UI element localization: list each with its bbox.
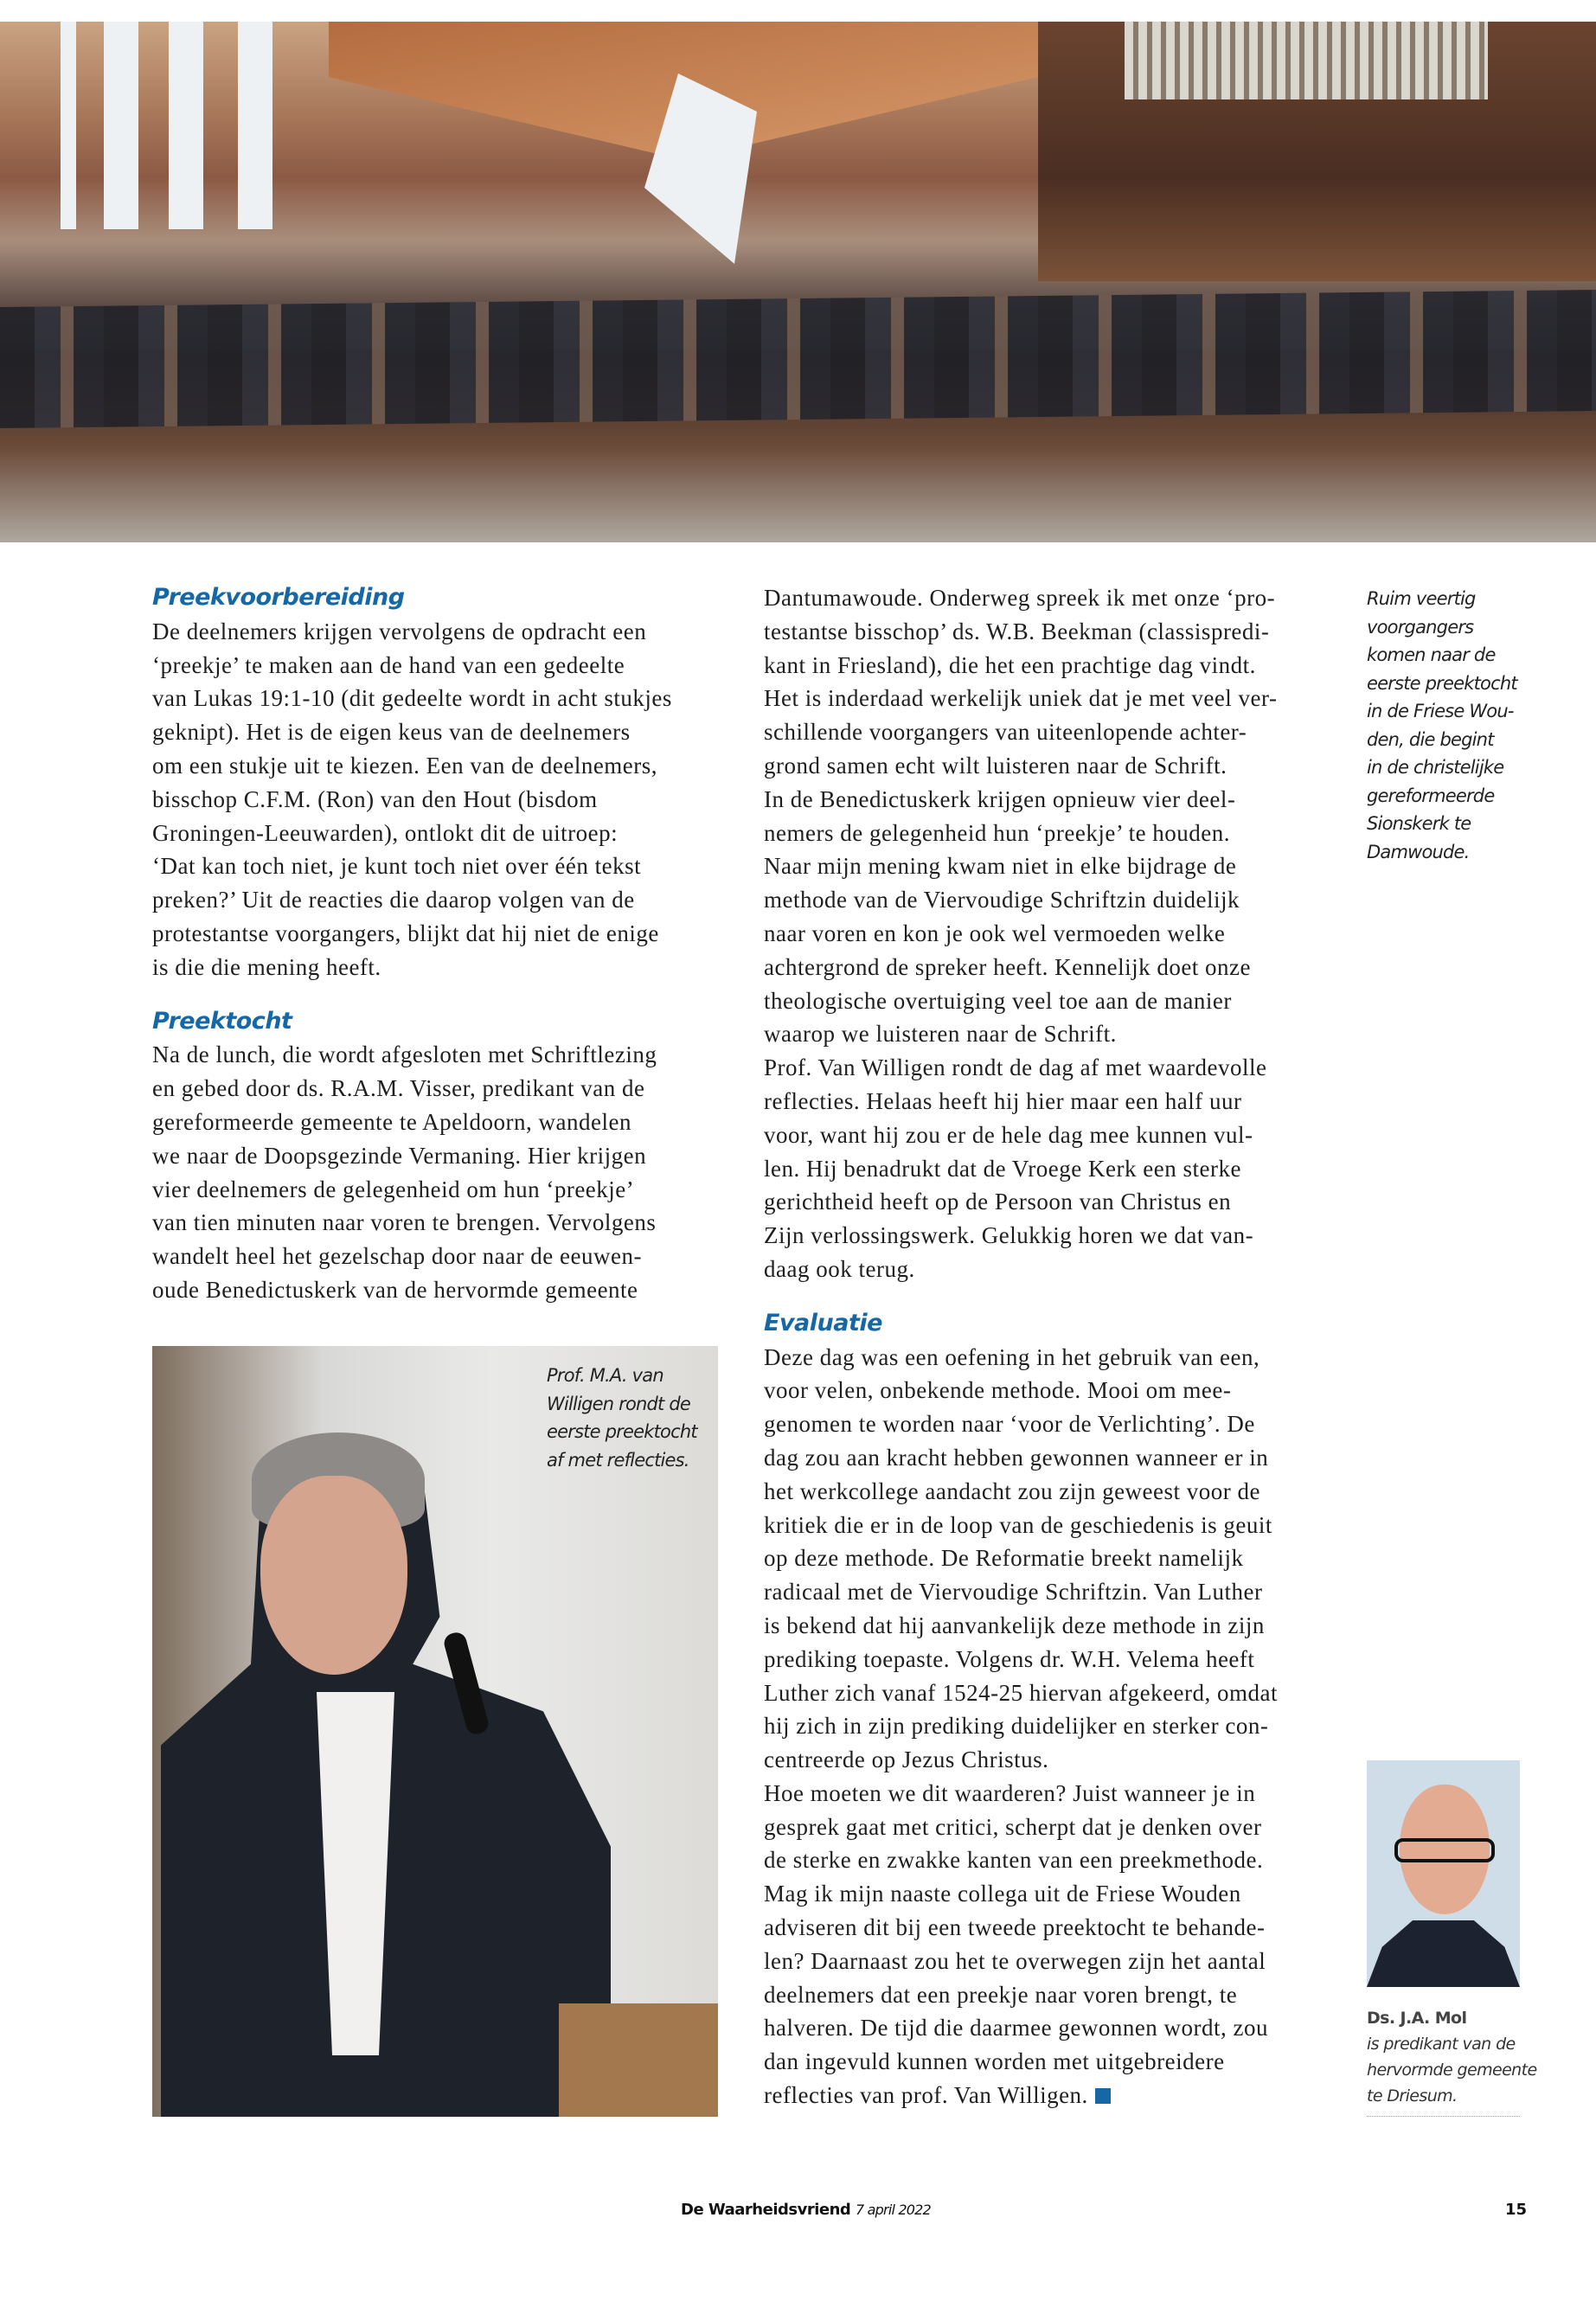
text-line: Ruim veertig [1367, 588, 1476, 609]
text-line: Hoe moeten we dit waarderen? Juist wanneer je in [764, 1779, 1256, 1806]
photo-caption [547, 1362, 697, 1474]
text-line: geknipt). Het is de eigen keus van de deelnemers [152, 719, 631, 746]
header-photo-church-audience [0, 22, 1596, 542]
text-line: deelnemers dat een preekje naar voren brengt, te [764, 1981, 1238, 2008]
left-column [152, 581, 723, 1307]
text-line: om een stukje uit te kiezen. Een van de deelnemers, [152, 752, 658, 779]
text-line: Dantumawoude. Onderweg spreek ik met onze ‘pro- [764, 585, 1276, 611]
text-line: den, die begint [1367, 728, 1494, 750]
text-line: voor velen, onbekende methode. Mooi om mee- [764, 1377, 1232, 1404]
text-line: achtergrond de spreker heeft. Kennelijk doet onze [764, 953, 1252, 980]
text-line: oude Benedictuskerk van de hervormde gemeente [152, 1276, 638, 1303]
text-line: gerichtheid heeft op de Persoon van Christus en [764, 1189, 1232, 1215]
evaluatie-body [764, 1341, 1343, 2080]
text-line: adviseren dit bij een tweede preektocht te behande- [764, 1914, 1266, 1941]
text-line: gereformeerde gemeente te Apeldoorn, wandelen [152, 1108, 631, 1135]
text-line: wandelt heel het gezelschap door naar de eeuwen- [152, 1243, 642, 1270]
text-line: centreerde op Jezus Christus. [764, 1747, 1049, 1773]
text-line: Prof. M.A. van [547, 1365, 663, 1386]
text-line: naar voren en kon je ook wel vermoeden welke [764, 920, 1226, 946]
text-line: Luther zich vanaf 1524-25 hiervan afgekeerd, omdat [764, 1679, 1279, 1706]
text-line: methode van de Viervoudige Schriftzin duidelijk [764, 887, 1240, 913]
text-line: hij zich in zijn prediking duidelijker en sterker con- [764, 1713, 1269, 1740]
text-line: ‘Dat kan toch niet, je kunt toch niet over één tekst [152, 853, 642, 880]
text-line: kant in Friesland), die het een prachtige dag vindt. [764, 651, 1256, 678]
text-line: ‘preekje’ te maken aan de hand van een gedeelte [152, 651, 625, 678]
photo-speaker-with-microphone [152, 1346, 718, 2117]
text-line: de sterke en zwakke kanten van een preekmethode. [764, 1847, 1264, 1874]
author-bio [1367, 2031, 1537, 2109]
text-line: Deze dag was een oefening in het gebruik van een, [764, 1343, 1260, 1370]
text-line: halveren. De tijd die daarmee gewonnen wordt, zou [764, 2015, 1269, 2041]
middle-column [764, 581, 1343, 2112]
text-line: bisschop C.F.M. (Ron) van den Hout (bisdom [152, 785, 598, 812]
text-line: preken?’ Uit de reacties die daarop volgen van de [152, 887, 635, 913]
text-line: waarop we luisteren naar de Schrift. [764, 1021, 1117, 1048]
section1-body [152, 615, 723, 984]
author-portrait [1367, 1760, 1520, 1987]
text-line: is die die mening heeft. [152, 953, 381, 980]
side-caption [1367, 585, 1517, 866]
text-line: protestantse voorgangers, blijkt dat hij niet de enige [152, 920, 659, 946]
text-line: dag zou aan kracht hebben gewonnen wanneer er in [764, 1444, 1269, 1471]
text-line: voorgangers [1367, 616, 1474, 638]
text-line: Na de lunch, die wordt afgesloten met Schriftlezing [152, 1042, 657, 1068]
text-line: in de Friese Wou- [1367, 701, 1514, 721]
text-line: komen naar de [1367, 644, 1496, 665]
text-line: grond samen echt wilt luisteren naar de Schrift. [764, 752, 1227, 779]
text-line: voor, want hij zou er de hele dag mee kunnen vul- [764, 1121, 1253, 1148]
author-name: Ds. J.A. Mol [1367, 2009, 1467, 2028]
text-line: is predikant van de [1367, 2035, 1516, 2054]
text-line: Sionskerk te [1367, 813, 1471, 834]
text-line: Zijn verlossingswerk. Gelukkig horen we dat van- [764, 1222, 1254, 1249]
text-line: eerste preektocht [547, 1421, 697, 1442]
text-line: len? Daarnaast zou het te overwegen zijn het aantal [764, 1947, 1266, 1974]
section2-body [152, 1038, 723, 1306]
text-line: kritiek die er in de loop van de geschiedenis is geuit [764, 1511, 1272, 1538]
text-line: op deze methode. De Reformatie breekt namelijk [764, 1545, 1244, 1572]
text-line: gesprek gaat met critici, scherpt dat je denken over [764, 1813, 1262, 1840]
text-line: Prof. Van Willigen rondt de dag af met waardevolle [764, 1054, 1267, 1081]
text-line: Het is inderdaad werkelijk uniek dat je met veel ver- [764, 685, 1278, 712]
text-line: we naar de Doopsgezinde Vermaning. Hier krijgen [152, 1142, 647, 1169]
section-heading-preekvoorbereiding: Preekvoorbereiding [152, 584, 405, 611]
author-box [1367, 2005, 1537, 2117]
middle-body [764, 581, 1343, 1286]
text-line: en gebed door ds. R.A.M. Visser, predikant van de [152, 1075, 645, 1102]
section-heading-evaluatie: Evaluatie [764, 1309, 882, 1336]
text-line: vier deelnemers de gelegenheid om hun ‘preekje’ [152, 1176, 635, 1202]
text-line: is bekend dat hij aanvankelijk deze methode in zijn [764, 1612, 1265, 1638]
last-line: reflecties van prof. Van Willigen. [764, 2079, 1343, 2112]
text-line: eerste preektocht [1367, 672, 1517, 694]
text-line: genomen te worden naar ‘voor de Verlichting’. De [764, 1411, 1255, 1438]
text-line: testantse bisschop’ ds. W.B. Beekman (classispredi- [764, 618, 1270, 644]
text-line: De deelnemers krijgen vervolgens de opdracht een [152, 618, 647, 644]
text-line: Naar mijn mening kwam niet in elke bijdrage de [764, 853, 1237, 880]
text-line: het werkcollege aandacht zou zijn geweest voor de [764, 1477, 1261, 1504]
text-line: nemers de gelegenheid hun ‘preekje’ te houden. [764, 819, 1231, 846]
text-line: van tien minuten naar voren te brengen. Vervolgens [152, 1209, 657, 1236]
text-line: reflecties. Helaas heeft hij hier maar een half uur [764, 1087, 1242, 1114]
text-line: van Lukas 19:1-10 (dit gedeelte wordt in acht stukjes [152, 685, 672, 712]
text-line: In de Benedictuskerk krijgen opnieuw vier deel- [764, 785, 1236, 812]
text-line: hervormde gemeente [1367, 2061, 1537, 2080]
text-line: daag ook terug. [764, 1255, 915, 1282]
text-line: Mag ik mijn naaste collega uit de Friese Wouden [764, 1881, 1241, 1907]
text-line: Willigen rondt de [547, 1393, 691, 1414]
text-line: gereformeerde [1367, 785, 1495, 806]
footer-publication: De Waarheidsvriend 7 april 2022 [681, 2201, 931, 2219]
text-line: len. Hij benadrukt dat de Vroege Kerk een sterke [764, 1155, 1241, 1182]
text-line: Groningen-Leeuwarden), ontlokt dit de uitroep: [152, 819, 619, 846]
text-line: schillende voorgangers van uiteenlopende achter- [764, 719, 1247, 746]
text-line: theologische overtuiging veel toe aan de manier [764, 987, 1232, 1014]
section-heading-preektocht: Preektocht [152, 1007, 292, 1035]
text-line: af met reflecties. [547, 1449, 689, 1471]
text-line: radicaal met de Viervoudige Schriftzin. Van Luther [764, 1579, 1263, 1606]
text-line: te Driesum. [1367, 2086, 1458, 2106]
text-line: in de christelijke [1367, 757, 1504, 778]
page-number: 15 [1505, 2201, 1528, 2219]
text-line: prediking toepaste. Volgens dr. W.H. Velema heeft [764, 1645, 1255, 1672]
end-mark-icon [1095, 2088, 1111, 2104]
text-line: dan ingevuld kunnen worden met uitgebreidere [764, 2048, 1225, 2075]
text-line: Damwoude. [1367, 841, 1470, 862]
